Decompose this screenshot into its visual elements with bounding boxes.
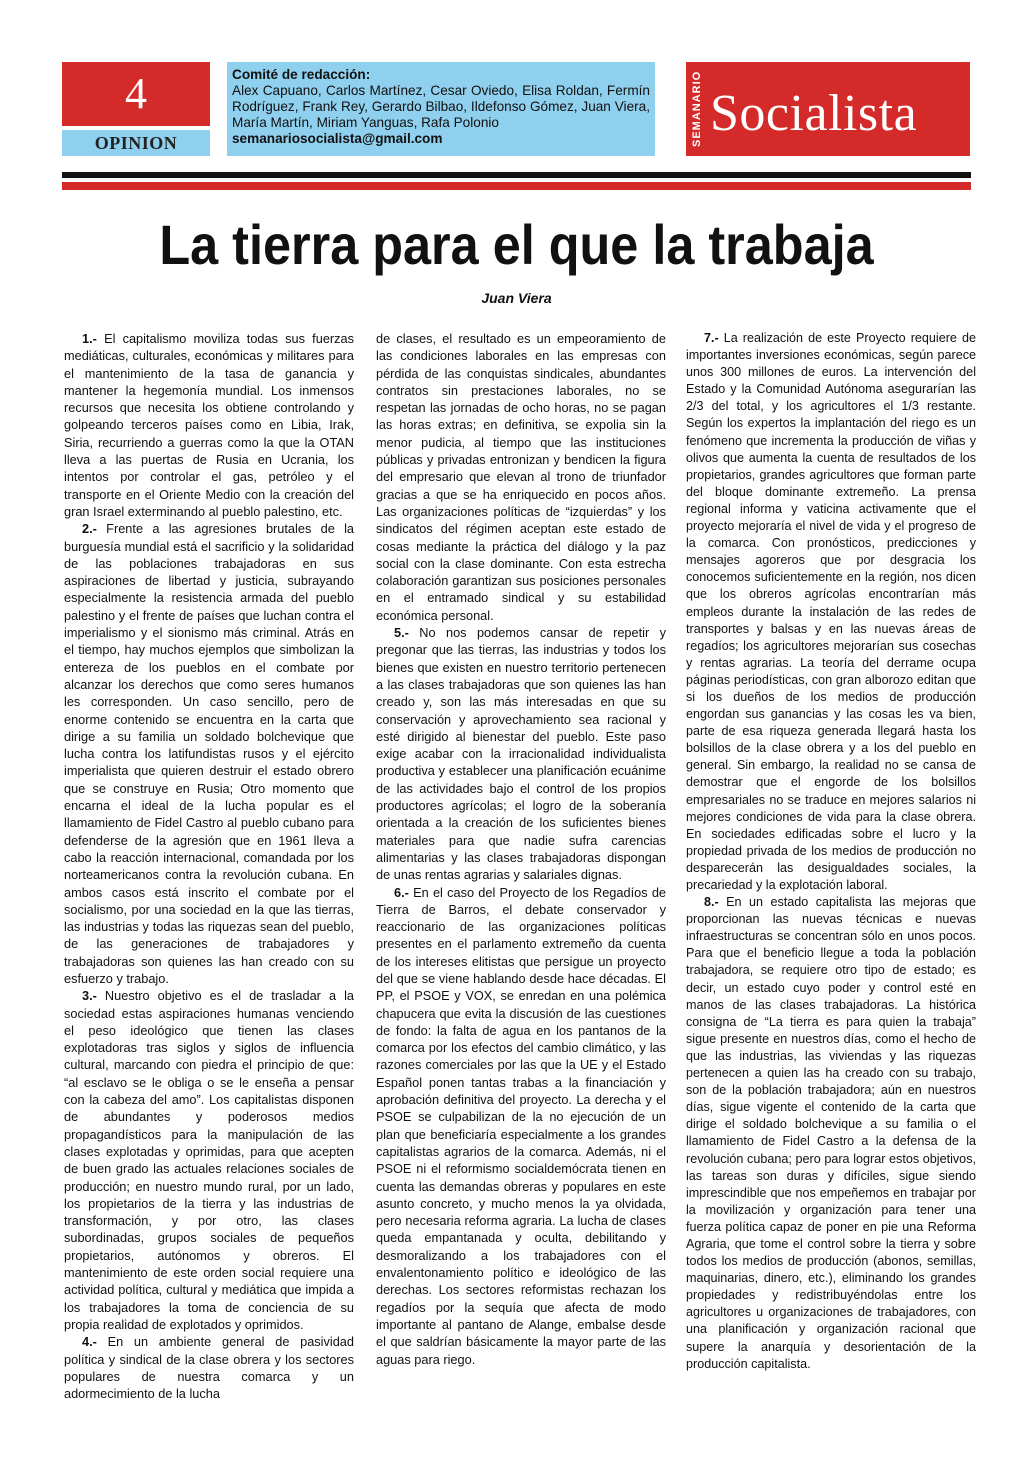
divider-black: [62, 172, 971, 178]
divider-red: [62, 182, 971, 190]
paragraph-text: No nos podemos cansar de repetir y pregonar que las tierras, las industrias y todos los bienes que existen en nuestro territorio pertenecen a las clases trabajadoras que son quienes las han creado y, son las más interesadas en que su conservación y aprovechamiento sea racional y esté dirigido al bienestar del pueblo. Este paso exige acabar con la irracionalidad individualista productiva y establecer una planificación ecuánime de las actividades bajo el control de los propios productores agrícolas; el logro de la soberanía orientada a la creación de los suficientes bienes materiales para que nadie sufra carencias alimentarias y las clases trabajadoras dispongan de unas rentas agrarias y salariales dignas.: [376, 625, 666, 883]
page-number: 4: [62, 62, 210, 126]
article-paragraph: [376, 624, 666, 883]
masthead-logo: [686, 62, 970, 156]
article-column-1: [64, 330, 354, 1402]
masthead-vertical-label: SEMANARIO: [691, 70, 703, 148]
paragraph-number: 2.-: [82, 521, 97, 537]
paragraph-number: 5.-: [394, 625, 409, 641]
section-label: OPINION: [62, 130, 210, 156]
paragraph-number: 6.-: [394, 884, 409, 900]
article-paragraph: [376, 330, 666, 624]
article-author: Juan Viera: [481, 290, 552, 306]
article-column-2: [376, 330, 666, 1368]
article-paragraph: [64, 1333, 354, 1402]
paragraph-text: La realización de este Proyecto requiere de importantes inversiones económicas, según parece unos 300 millones de euros. La intervención del Estado y la Comunidad Autónoma asegurarían las 2/3 del total, y los agricultores el 1/3 restante. Según los expertos la implantación del riego es un fenómeno que incrementa la producción de viñas y olivos que aumenta la cuenta de resultados de los propietarios, grandes agricultores que forman parte del bloque dominante extremeño. La prensa regional informa y vaticina activamente que el proyecto mejoraría el nivel de vida y el progreso de la comarca. Con pronósticos, predicciones y mensajes agoreros que por desgracia los conocemos suficientemente en la región, nos dicen que los obreros agrícolas encontrarían más empleos durante la instalación de las redes de transportes y balsas y en las nuevas áreas de regadíos; los agricultores mejorarían sus cosechas y rentas agrarias. La teoría del derrame ocupa páginas periodísticas, con gran alborozo editan que si los dueños de los medios de producción engordan sus ganancias y las cosas les va bien, parte de esa riqueza generada llegará hasta los bolsillos de la clase obrera y a los del pueblo en general. Sin embargo, la realidad no se cansa de demostrar que el engorde de los bolsillos empresariales no se traduce en mejores salarios ni mejores condiciones de vida para la clase obrera. En sociedades edificadas sobre el lucro y la propiedad privada de los medios de producción no desparecerán las desigualdades sociales, la precariedad y la explotación laboral.: [686, 331, 976, 892]
editorial-committee-box: [227, 62, 655, 156]
paragraph-number: 1.-: [82, 331, 97, 346]
paragraph-text: El capitalismo moviliza todas sus fuerzas mediáticas, culturales, económicas y militares para el mantenimiento de la tasa de ganancia y mantener la hegemonía mundial. Los inmensos recursos que necesita los obtiene controlando y golpeando terceros países como en Libia, Irak, Siria, recurriendo a guerras como la que la OTAN lleva a las puertas de Rusia en Ucrania, los intentos por controlar el gas, petróleo y el transporte en el Oriente Medio con la creación del gran Israel exterminando al pueblo palestino, etc.: [64, 331, 354, 519]
committee-members: Alex Capuano, Carlos Martínez, Cesar Oviedo, Elisa Roldan, Fermín Rodríguez, Frank Rey, Gerardo Bilbao, Ildefonso Gómez, Juan Viera, María Martín, Miriam Yanguas, Rafa Polonio: [232, 83, 650, 130]
article-paragraph: [686, 330, 976, 894]
paragraph-text: En un ambiente general de pasividad política y sindical de la clase obrera y los sectores populares de nuestra comarca y un adormecimiento de la lucha: [64, 1334, 354, 1402]
article-column-3: [686, 330, 976, 1373]
paragraph-number: 8.-: [704, 895, 719, 910]
paragraph-text: En el caso del Proyecto de los Regadíos de Tierra de Barros, el debate conservador y reaccionario de las organizaciones políticas presentes en el parlamento extremeño da cuenta de los intereses elitistas que persigue un proyecto del que se viene hablando desde hace décadas. El PP, el PSOE y VOX, se enredan en una polémica chapucera que evita la discusión de las cuestiones de fondo: la falta de agua en los pantanos de la comarca por los efectos del cambio climático, y las razones comerciales por las que la UE y el Estado Español ponen tantas trabas a la financiación y aprobación definitiva del proyecto. La derecha y el PSOE se culpabilizan de la no ejecución de un plan que beneficiaría especialmente a los grandes capitalistas agrarios de la comarca. Además, ni el PSOE ni el reformismo socialdemócrata tienen en cuenta las demandas obreras y populares en este asunto concreto, y mucho menos la ya olvidada, pero necesaria reforma agraria. La lucha de clases queda empantanada y oculta, debilitando y desmoralizando a los trabajadores con el envalentonamiento político e ideológico de las derechas. Los sectores reformistas rechazan los regadíos por la sequía que afecta de modo importante al pantano de Alange, embalse desde el que saldrían básicamente la mayor parte de las aguas para riego.: [376, 884, 666, 1367]
committee-title: Comité de redacción:: [232, 67, 371, 82]
committee-email: semanariosocialista@gmail.com: [232, 131, 443, 146]
article-paragraph: [686, 894, 976, 1373]
paragraph-text: En un estado capitalista las mejoras que proporcionan las nuevas técnicas e nuevas infraestructuras se concentran sólo en unos pocos. Para que el beneficio llegue a toda la población trabajadora, se requiere otro tipo de estado; es decir, un estado cuyo poder y control esté en manos de las clases trabajadoras. La histórica consigna de “La tierra es para quien la trabaja” sigue presente en nuestros días, como el hecho de que las industrias, las viviendas y las riquezas pertenecen a quien las ha creado con su trabajo, son de la población trabajadora; aún en nuestros días, sigue vigente el contenido de la carta que dirige el soldado bolchevique a su familia o el llamamiento de Fidel Castro a la defensa de la revolución cubana; pero para lograr estos objetivos, las tareas son duras y difíciles, sigue siendo imprescindible que nos empeñemos en trabajar por la movilización y organización para tener una fuerza política capaz de poner en pie una Reforma Agraria, que tome el control sobre la tierra y sobre todos los medios de producción (abonos, semillas, maquinarias, dinero, etc.), eliminando los grandes propiedades y redistribuyéndolas entre los agricultores u organizaciones de trabajadores, con una planificación y organización racional que supere la anarquía y desorientación de la producción capitalista.: [686, 895, 976, 1371]
article-paragraph: [64, 520, 354, 987]
paragraph-number: 4.-: [82, 1334, 97, 1350]
article-paragraph: [64, 330, 354, 520]
article-paragraph: [64, 987, 354, 1333]
paragraph-text: de clases, el resultado es un empeoramiento de las condiciones laborales en las empresas con pérdida de las conquistas sindicales, abundantes contratos sin prestaciones laborales, no se respetan las jornadas de ocho horas, no se pagan las horas extras; en definitiva, se expolia sin la menor pudicia, al tiempo que las instituciones públicas y privadas entronizan y bendicen la figura del empresario que elevan al trono de triunfador gracias a que se ha enriquecido en pocos años. Las organizaciones políticas de “izquierdas” y los sindicatos del régimen aceptan este estado de cosas mediante la práctica del diálogo y la paz social con la clase dominante. Con esta estrecha colaboración garantizan sus posiciones personales en el entramado sindical y su estabilidad económica personal.: [376, 331, 666, 623]
paragraph-number: 3.-: [82, 988, 97, 1004]
masthead-title: Socialista: [710, 85, 918, 142]
article-paragraph: [376, 884, 666, 1368]
paragraph-number: 7.-: [704, 331, 719, 345]
paragraph-text: Nuestro objetivo es el de trasladar a la sociedad estas aspiraciones humanas venciendo el peso ideológico que tienen las clases explotadoras tras siglos y siglos de influencia cultural, marcando con piedra el principio de que: “al esclavo se le obliga o se le enseña a pensar con la cabeza del amo”. Los capitalistas disponen de abundantes y poderosos medios propagandísticos para la manipulación de las clases explotadas y oprimidas, para que acepten de buen grado las actuales relaciones sociales de producción; en nuestro mundo rural, por un lado, los propietarios de la tierra y las industrias de transformación, y por otro, las clases subordinadas, grupos sociales de pequeños propietarios, autónomos y obreros. El mantenimiento de este orden social requiere una actividad política, cultural y mediática que impida a los trabajadores la toma de conciencia de su propia realidad de explotados y oprimidos.: [64, 988, 354, 1332]
article-headline: La tierra para el que la trabaja: [159, 213, 874, 276]
paragraph-text: Frente a las agresiones brutales de la burguesía mundial está el sacrificio y la solidaridad de las poblaciones trabajadoras en sus aspiraciones de libertad y justicia, subrayando especialmente la resistencia armada del pueblo palestino y el frente de países que luchan contra el imperialismo y el sionismo más criminal. Atrás en el tiempo, hay muchos ejemplos que simbolizan la entereza de los pueblos en el combate por alcanzar los derechos que como seres humanos les corresponden. Un caso sencillo, pero de enorme contenido se encuentra en la carta que dirige a su familia un soldado bolchevique que lucha contra los latifundistas rusos y el ejército imperialista que quieren destruir el estado obrero que se construye en Rusia; Otro momento que encarna el ideal de la lucha popular es el llamamiento de Fidel Castro al pueblo cubano para defenderse de la agresión que en 1961 lleva a cabo la reacción internacional, comandada por los norteamericanos contra la revolución cubana. En ambos casos está inscrito el combate por el socialismo, por una sociedad en la que las tierras, las industrias y todas las riquezas sean del pueblo, de las generaciones de trabajadores y trabajadoras son quienes las han creado con su esfuerzo y trabajo.: [64, 521, 354, 986]
